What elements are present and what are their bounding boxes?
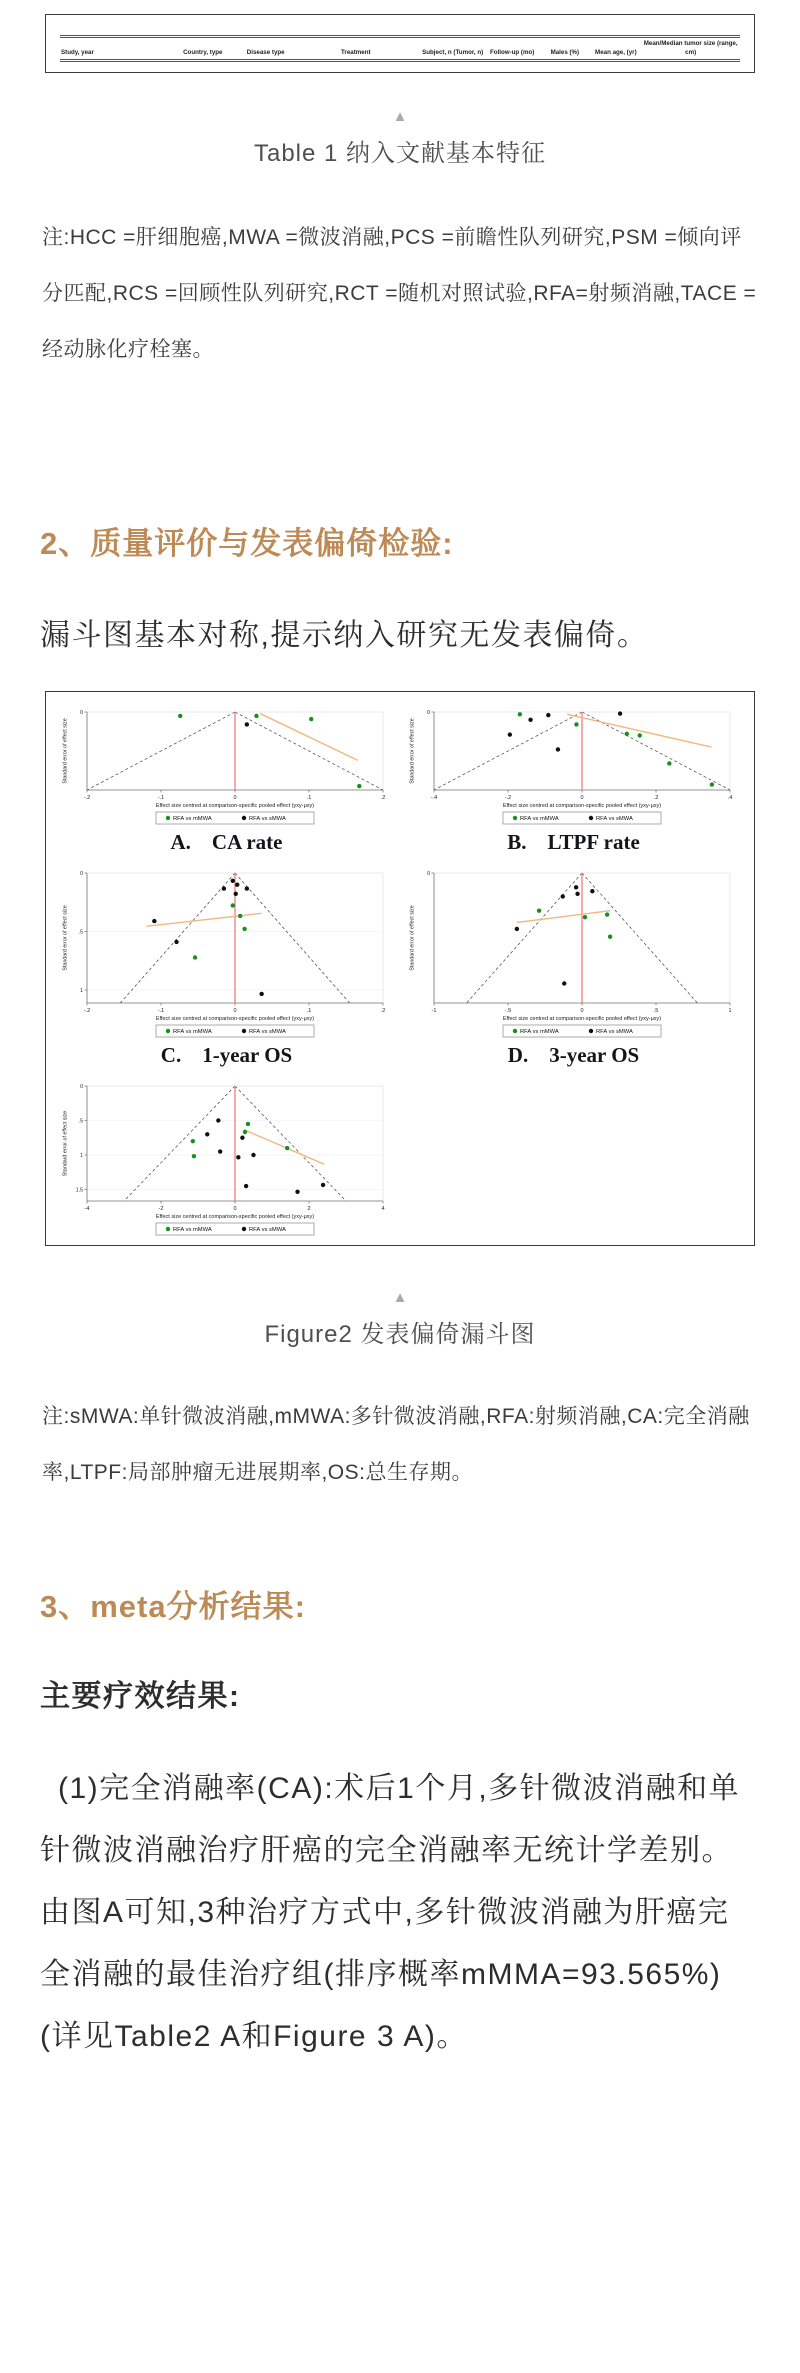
figure2-note: 注:sMWA:单针微波消融,mMWA:多针微波消融,RFA:射频消融,CA:完全消融率,LTPF:局部肿瘤无进展期率,OS:总生存期。 [42, 1405, 750, 1485]
section3-body: (1)完全消融率(CA):术后1个月,多针微波消融和单针微波消融治疗肝癌的完全消融率无统计学差别。由图A可知,3种治疗方式中,多针微波消融为肝癌完全消融的最佳治疗组(排序概率mMMA=93.565%)(详见Table2 A和Figure 3 A)。 [40, 1772, 741, 2054]
svg-text:4: 4 [381, 1206, 385, 1213]
funnel-plot-label-d: D. 3-year OS [507, 1043, 640, 1068]
section3-heading: 3、meta分析结果: [40, 1589, 306, 1625]
table1-caption: Table 1 纳入文献基本特征 [253, 140, 547, 168]
svg-text:RFA vs sMWA: RFA vs sMWA [596, 1029, 633, 1036]
svg-text:RFA vs mMWA: RFA vs mMWA [520, 816, 559, 823]
funnel-plot-svg-b [407, 704, 740, 826]
svg-text:Standard error of effect size: Standard error of effect size [409, 905, 416, 971]
figure2-caption: Figure2 发表偏倚漏斗图 [264, 1321, 536, 1349]
table-column-header: Mean age, (yr) [590, 37, 641, 61]
funnel-plot-label-a: A. CA rate [170, 830, 283, 855]
table-column-header: Mean/Median tumor size (range, cm) [641, 37, 740, 61]
funnel-plot-a [56, 704, 397, 865]
svg-text:.5: .5 [78, 1118, 83, 1125]
svg-text:.4: .4 [727, 795, 733, 802]
svg-text:0: 0 [80, 871, 83, 878]
funnel-plot-svg-c [60, 865, 393, 1039]
svg-text:Effect size centred at compari: Effect size centred at comparison-specific pooled effect (yxy-μxy) [155, 1016, 315, 1023]
svg-text:0: 0 [580, 1008, 584, 1015]
svg-text:-4: -4 [84, 1206, 90, 1213]
svg-text:0: 0 [80, 1084, 83, 1091]
funnel-plot-label-b: B. LTPF rate [507, 830, 640, 855]
svg-text:-.2: -.2 [504, 795, 512, 802]
svg-text:RFA vs sMWA: RFA vs sMWA [249, 1227, 286, 1234]
svg-text:-.2: -.2 [83, 795, 91, 802]
svg-text:RFA vs sMWA: RFA vs sMWA [596, 816, 633, 823]
svg-text:Effect size centred at compari: Effect size centred at comparison-specific pooled effect (yxy-μxy) [155, 803, 315, 810]
svg-text:.5: .5 [78, 929, 83, 936]
svg-text:RFA vs mMWA: RFA vs mMWA [173, 816, 212, 823]
svg-text:-2: -2 [158, 1206, 164, 1213]
svg-text:Effect size centred at compari: Effect size centred at comparison-specific pooled effect (yxy-μxy) [155, 1214, 315, 1221]
svg-text:0: 0 [427, 871, 430, 878]
funnel-plot-b [403, 704, 744, 865]
table1-note: 注:HCC =肝细胞癌,MWA =微波消融,PCS =前瞻性队列研究,PSM =倾向评分匹配,RCS =回顾性队列研究,RCT =随机对照试验,RFA=射频消融,TACE =经动脉化疗栓塞。 [42, 226, 757, 362]
funnel-plot-e [56, 1078, 397, 1237]
svg-text:1.5: 1.5 [75, 1187, 83, 1194]
svg-text:Standard error of effect size: Standard error of effect size [62, 905, 69, 971]
svg-text:Effect size centred at compari: Effect size centred at comparison-specific pooled effect (yxy-μxy) [502, 1016, 662, 1023]
svg-text:Standard error of effect size: Standard error of effect size [409, 718, 416, 784]
funnel-plot-svg-d [407, 865, 740, 1039]
svg-text:1: 1 [728, 1008, 732, 1015]
table-column-header: Subject, n (Tumor, n) [420, 37, 485, 61]
funnel-plot-label-c: C. 1-year OS [160, 1043, 293, 1068]
table-column-header: Study, year [60, 37, 165, 61]
svg-text:.2: .2 [380, 795, 386, 802]
collapse-triangle-icon: ▲ [392, 108, 408, 126]
svg-text:.1: .1 [306, 1008, 312, 1015]
funnel-plot-svg-a [60, 704, 393, 826]
svg-text:0: 0 [233, 795, 237, 802]
svg-text:.1: .1 [306, 795, 312, 802]
svg-text:0: 0 [80, 710, 83, 717]
svg-text:-.1: -.1 [157, 1008, 165, 1015]
svg-text:RFA vs mMWA: RFA vs mMWA [173, 1029, 212, 1036]
svg-text:0: 0 [233, 1206, 237, 1213]
svg-text:0: 0 [427, 710, 430, 717]
svg-text:-.4: -.4 [430, 795, 438, 802]
table-header-row [60, 37, 740, 61]
svg-text:RFA vs mMWA: RFA vs mMWA [520, 1029, 559, 1036]
collapse-triangle-icon: ▲ [392, 1289, 408, 1307]
table-column-header: Country, type [165, 37, 240, 61]
svg-text:0: 0 [580, 795, 584, 802]
funnel-plot-d [403, 865, 744, 1078]
figure2-box [45, 691, 755, 1246]
svg-text:-.2: -.2 [83, 1008, 91, 1015]
svg-text:-.1: -.1 [157, 795, 165, 802]
section2-heading: 2、质量评价与发表偏倚检验: [40, 526, 454, 562]
funnel-plot-c [56, 865, 397, 1078]
svg-text:Standard error of effect size: Standard error of effect size [62, 718, 69, 784]
svg-text:-1: -1 [431, 1008, 437, 1015]
table-column-header: Males (%) [539, 37, 590, 61]
svg-text:Standard error of effect size: Standard error of effect size [62, 1111, 69, 1177]
svg-text:.2: .2 [380, 1008, 386, 1015]
svg-text:1: 1 [80, 988, 83, 995]
svg-text:-.5: -.5 [504, 1008, 512, 1015]
table1-figure-box [45, 14, 755, 73]
svg-text:Effect size centred at compari: Effect size centred at comparison-specific pooled effect (yxy-μxy) [502, 803, 662, 810]
svg-text:2: 2 [307, 1206, 311, 1213]
table-column-header: Follow-up (mo) [485, 37, 539, 61]
svg-text:.5: .5 [653, 1008, 659, 1015]
studies-table [60, 35, 740, 62]
svg-text:RFA vs sMWA: RFA vs sMWA [249, 816, 286, 823]
svg-text:RFA vs sMWA: RFA vs sMWA [249, 1029, 286, 1036]
svg-text:0: 0 [233, 1008, 237, 1015]
section3-subheading: 主要疗效结果: [40, 1680, 241, 1714]
svg-text:RFA vs mMWA: RFA vs mMWA [173, 1227, 212, 1234]
funnel-plot-svg-e [60, 1078, 393, 1237]
svg-text:1: 1 [80, 1153, 83, 1160]
table-column-header: Disease type [240, 37, 291, 61]
svg-text:.2: .2 [653, 795, 659, 802]
section2-body: 漏斗图基本对称,提示纳入研究无发表偏倚。 [40, 619, 649, 653]
table-column-header: Treatment [291, 37, 420, 61]
